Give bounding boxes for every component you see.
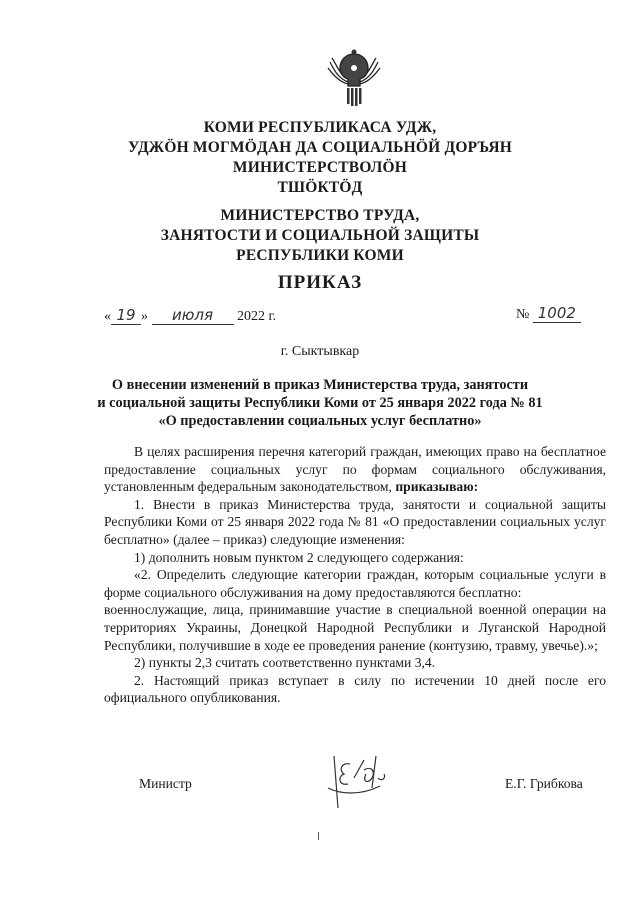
header-ru <box>0 206 640 266</box>
date-close-quote: » <box>141 309 148 324</box>
number-prefix: № <box>516 307 530 322</box>
header-ru-line: ЗАНЯТОСТИ И СОЦИАЛЬНОЙ ЗАЩИТЫ <box>160 227 480 244</box>
subject-line: О внесении изменений в приказ Министерства труда, занятости <box>111 377 529 393</box>
date-month: июля <box>152 306 234 325</box>
order-word: приказываю: <box>395 479 479 495</box>
city: г. Сыктывкар <box>280 344 360 359</box>
handwritten-signature-icon <box>320 748 406 812</box>
date-day: 19 <box>111 306 141 325</box>
header-komi-line: ТШÖКТÖД <box>277 179 363 196</box>
body-paragraph: 1. Внести в приказ Министерства труда, занятости и социальной защиты Республики Коми от 25 января 2022 года № 81 «О предоставлении социальных услуг бесплатно» (далее – приказ) следующие изменения: <box>104 496 606 547</box>
header-komi-line: УДЖÖН МОГМÖДАН ДА СОЦИАЛЬНÖЙ ДОРЪЯН <box>127 139 513 156</box>
subject-line: и социальной защиты Республики Коми от 25 января 2022 года № 81 <box>97 395 543 411</box>
header-komi <box>0 118 640 198</box>
body-paragraph: 2) пункты 2,3 считать соответственно пунктами 3,4. <box>134 655 436 671</box>
body-paragraph: военнослужащие, лица, принимавшие участие в специальной военной операции на территориях Украины, Донецкой Народной Республики и Луганской Народной Республики, получившие в ходе ее проведения ранение (контузию, травму, увечье).»; <box>104 602 606 653</box>
order-subject <box>0 376 640 430</box>
preamble-text: В целях расширения перечня категорий граждан, имеющих право на бесплатное предоставление социальных услуг по формам социального обслуживания, установленным федеральным законодательством, <box>104 444 606 495</box>
header-ru-line: РЕСПУБЛИКИ КОМИ <box>236 247 404 264</box>
subject-line: «О предоставлении социальных услуг бесплатно» <box>158 413 482 429</box>
header-ru-line: МИНИСТЕРСТВО ТРУДА, <box>220 207 420 224</box>
order-number <box>516 304 581 323</box>
order-body <box>104 443 606 707</box>
header-komi-line: МИНИСТЕРСТВОЛÖН <box>232 159 408 176</box>
document-title: ПРИКАЗ <box>277 272 363 293</box>
body-paragraph: 1) дополнить новым пунктом 2 следующего содержания: <box>134 549 464 565</box>
date-year: 2022 г. <box>237 309 277 324</box>
number-value: 1002 <box>533 304 581 323</box>
signatory-position: Министр <box>139 776 192 791</box>
order-date <box>104 306 276 325</box>
header-komi-line: КОМИ РЕСПУБЛИКАСА УДЖ, <box>203 119 437 136</box>
coat-of-arms-icon <box>326 48 382 112</box>
body-paragraph: «2. Определить следующие категории граждан, которым социальные услуги в форме социального обслуживания на дому предоставляются бесплатно: <box>104 567 606 600</box>
signatory-name: Е.Г. Грибкова <box>505 776 583 791</box>
date-open-quote: « <box>104 309 111 324</box>
body-paragraph: 2. Настоящий приказ вступает в силу по истечении 10 дней после его официального опубликования. <box>104 672 606 706</box>
body-paragraph <box>104 443 606 496</box>
scan-mark <box>318 832 319 840</box>
